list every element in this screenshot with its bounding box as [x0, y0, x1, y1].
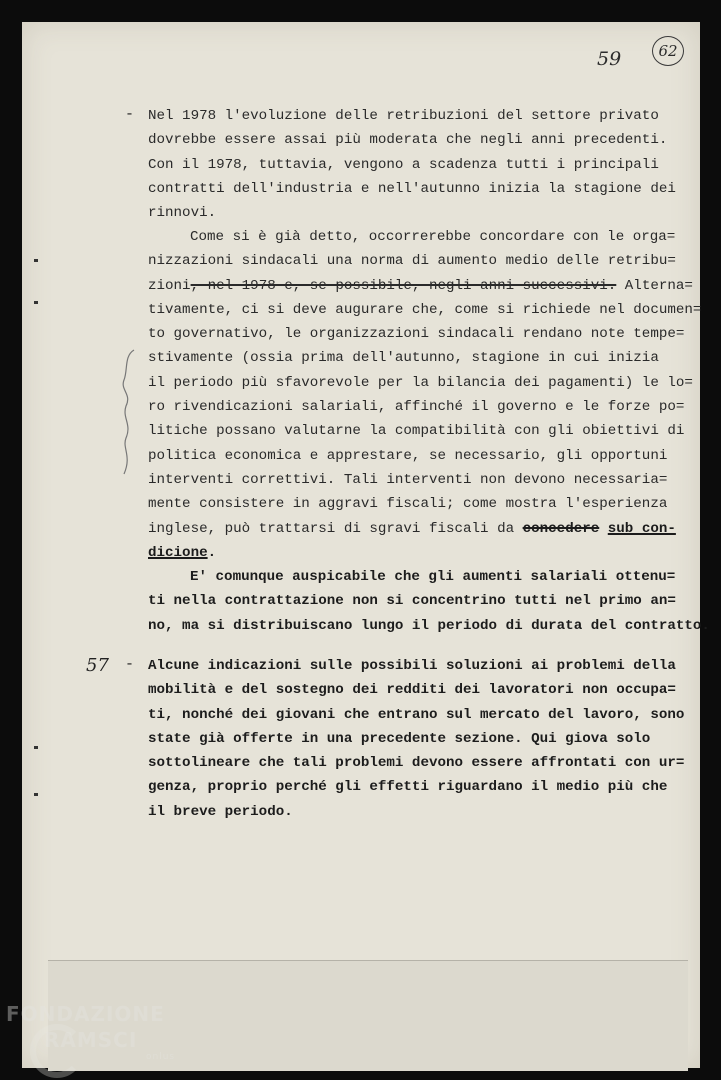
text-segment: zioni	[148, 277, 191, 294]
bullet-dash-2: -	[125, 656, 135, 673]
text-line: Nel 1978 l'evoluzione delle retribuzioni del settore privato	[148, 108, 659, 124]
text-line: no, ma si distribuiscano lungo il periodo di durata del contratto.	[148, 617, 710, 634]
text-line: dovrebbe essere assai più moderata che negli anni precedenti.	[148, 132, 668, 149]
paragraph-4	[148, 654, 696, 824]
text-line: contratti dell'industria e nell'autunno inizia la stagione dei	[148, 180, 676, 197]
watermark-line-3: onlus	[146, 1052, 176, 1062]
circled-page-number: 62	[652, 36, 684, 66]
text-line: mente consistere in aggravi fiscali; come mostra l'esperienza	[148, 496, 668, 513]
text-segment: Alterna=	[616, 277, 693, 294]
text-line: ti nella contrattazione non si concentrino tutti nel primo an=	[148, 593, 676, 610]
text-line: litiche possano valutarne la compatibilità con gli obiettivi di	[148, 423, 685, 440]
margin-mark	[34, 259, 38, 262]
text-segment: .	[207, 544, 217, 561]
margin-bracket-mark	[118, 348, 142, 476]
text-line: il breve periodo.	[148, 803, 293, 820]
text-line: politica economica e apprestare, se necessario, gli opportuni	[148, 447, 668, 464]
margin-mark	[34, 793, 38, 796]
text-line: nizzazioni sindacali una norma di aumento medio delle retribu=	[148, 253, 676, 270]
text-line: rinnovi.	[148, 205, 217, 222]
text-line: Con il 1978, tuttavia, vengono a scadenza tutti i principali	[148, 156, 659, 173]
watermark-line-1: FONDAZIONE	[6, 1002, 165, 1026]
underlined-text: dicione	[148, 544, 208, 561]
text-segment: inglese, può trattarsi di sgravi fiscali da	[148, 520, 523, 537]
text-line: mobilità e del sostegno dei redditi dei lavoratori non occupa=	[148, 682, 676, 699]
struck-text: , nel 1978 e, se possibile, negli anni successivi.	[190, 277, 617, 294]
watermark-g-logo	[30, 1024, 84, 1078]
struck-text: concedere	[522, 520, 600, 537]
paragraph-3	[148, 565, 710, 638]
underlined-text: sub con-	[607, 520, 676, 537]
paragraph-1	[148, 104, 696, 225]
text-line: sottolineare che tali problemi devono essere affrontati con ur=	[148, 755, 685, 772]
text-line	[148, 541, 696, 565]
text-line: E' comunque auspicabile che gli aumenti salariali ottenu=	[190, 569, 676, 585]
text-line: Alcune indicazioni sulle possibili soluzioni ai problemi della	[148, 658, 676, 674]
text-line: il periodo più sfavorevole per la bilancia dei pagamenti) le lo=	[148, 374, 693, 391]
text-line: interventi correttivi. Tali interventi non devono necessaria=	[148, 471, 668, 488]
paragraph-2	[148, 225, 702, 565]
text-line: ro rivendicazioni salariali, affinché il governo e le forze po=	[148, 399, 685, 416]
archive-watermark	[6, 1002, 176, 1062]
page-number: 59	[597, 48, 622, 70]
text-line: Come si è già detto, occorrerebbe concordare con le orga=	[190, 229, 676, 245]
text-line	[148, 274, 696, 298]
text-line: state già offerte in una precedente sezione. Qui giova solo	[148, 730, 651, 747]
text-segment	[599, 521, 608, 537]
margin-mark	[34, 301, 38, 304]
text-line	[148, 517, 696, 541]
text-line: ti, nonché dei giovani che entrano sul mercato del lavoro, sono	[148, 706, 685, 723]
margin-mark	[34, 746, 38, 749]
paragraph-number: 57	[86, 655, 109, 676]
text-line: stivamente (ossia prima dell'autunno, stagione in cui inizia	[148, 350, 659, 367]
watermark-line-2: RAMSCI	[44, 1028, 138, 1052]
text-line: tivamente, ci si deve augurare che, come si richiede nel documen=	[148, 301, 702, 318]
text-line: to governativo, le organizzazioni sindacali rendano note tempe=	[148, 326, 685, 343]
text-line: genza, proprio perché gli effetti riguardano il medio più che	[148, 779, 668, 796]
bullet-dash-1: -	[125, 106, 135, 123]
